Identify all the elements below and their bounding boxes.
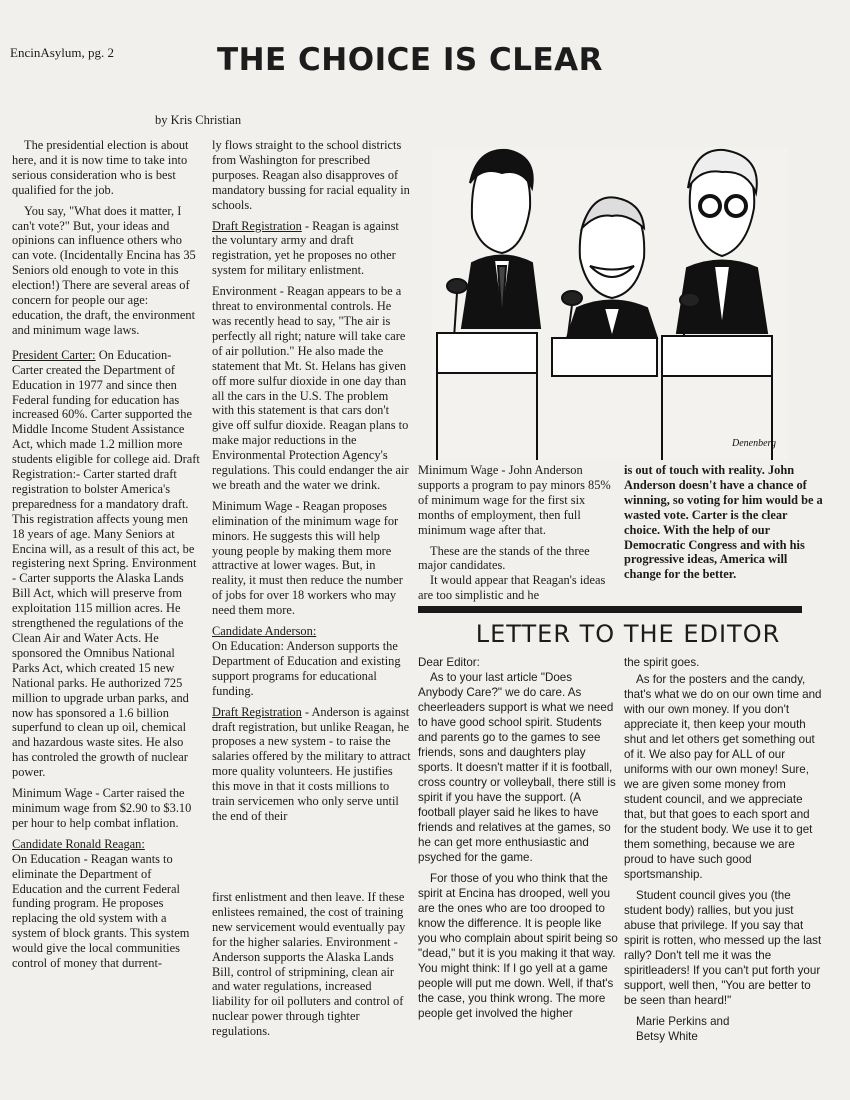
anderson-continued: first enlistment and then leave. If these enlistees remained, the cost of training new servicement would eventually pay for the higher salaries. Environment - Anderson supports the Alaska Lands Bill, control of stripmining, clean air and water regulations, increased liability for oil polluters and control of nuclear power through tighter regulations. [212, 890, 406, 1039]
letter-paragraph: Student council gives you (the student body) rallies, but you just abuse that privilege. If you say that spirit is rotten, who messed up the last rally? Don't tell me it was the spiritleaders! If you can't put forth your support, well then, "You are better to be seen than heard!" [624, 889, 822, 1007]
page-label: EncinAsylum, pg. 2 [10, 45, 114, 60]
anderson-education: On Education: Anderson supports the Department of Education and existing support programs for educational funding. [212, 639, 401, 698]
carter-heading: President Carter: [12, 347, 96, 362]
cartoonist-signature: Denenberg [732, 438, 777, 449]
article-column-2-continued [212, 890, 412, 1045]
letter-column-2 [624, 655, 824, 1050]
anderson-heading: Candidate Anderson: [212, 624, 317, 639]
conclusion-continued: is out of touch with reality. John Anderson doesn't have a chance of winning, so voting for him would be a wasted vote. Carter is the clear choice. With the help of our Democratic Congress and with his progressive ideas, America will change for the better. [624, 463, 823, 582]
carter-wage: Minimum Wage - Carter raised the minimum wage from $2.90 to $3.10 per hour to help combat inflation. [12, 786, 192, 830]
letter-paragraph: As to your last article "Does Anybody Care?" we do care. As cheerleaders support is what we need to have good school spirit. Students and parents go to the games to see friends, sons and daughters play sports. It doesn't matter if it is football, cross country or volleyball, there still is spirit if you have the support. (A football player said he likes to have friends and relatives at the games, so he can get more enthusiastic and psyched for the game. [418, 671, 616, 864]
section-divider [418, 606, 802, 613]
reagan-education: On Education - Reagan wants to eliminate the Department of Education and the current Federal funding program. He proposes replacing the old system with a system of block grants. This system would give the local communities control of money that durrent- [12, 851, 190, 971]
carter-text: On Education- Carter created the Department of Education in 1977 and since then Federal funding for education has increased 60%. Carter supported the Middle Income Student Assistance Act, which made 1.2 million more students eligible for college aid. Draft Registration:- Carter started draft registration to bolster America's preparedness for a mandatory draft. This registration affects young men 18 years of age. Many Seniors at Encina will, as a result of this act, be registering next Spring. Environment - Carter supports the Alaska Lands Bill Act, which will preserve from exploitation 115 million acres. He strengthened the regulations of the Clean Air and Water Acts. He sponsored the Omnibus National Parks Act, which created 15 new National parks. He authorized 725 million to upgrade urban parks, and now has sponsored a 1.6 billion superfund to clean up oil, chemical and hazardous waste sites. He also has controled the growth of nuclear power. [12, 347, 200, 780]
candidates-cartoon [432, 148, 788, 460]
article-paragraph: ly flows straight to the school districts from Washington for prescribed purposes. Reagan also disapproves of mandatory bussing for racial equality in schools. [212, 138, 410, 212]
letter-title: LETTER TO THE EDITOR [475, 620, 781, 648]
reagan-draft [212, 219, 412, 279]
conclusion-paragraph: It would appear that Reagan's ideas are too simplistic and he [418, 573, 606, 603]
article-column-2 [212, 138, 412, 830]
anderson-wage: Minimum Wage - John Anderson supports a program to pay minors 85% of minimum wage for the first six months of employment, then full minimum wage after that. [418, 463, 611, 537]
summary-paragraph: These are the stands of the three major candidates. [418, 543, 590, 573]
letter-salutation: Dear Editor: [418, 656, 480, 669]
article-paragraph: You say, "What does it matter, I can't vote?" But, your ideas and opinions can influence others who can vote. (Incidentally Encina has 35 Seniors old enough to vote in this election!) There are several areas of concern for people our age: education, the draft, the environment and minimum wage laws. [12, 203, 196, 337]
reagan-wage: Minimum Wage - Reagan proposes elimination of the minimum wage for minors. He suggests this will help young people by making them more attractive at lower wages. But, in reality, it must then reduce the number of jobs for over 18 workers who may need them more. [212, 498, 403, 618]
article-column-1 [12, 138, 200, 977]
anderson-draft-text: - Anderson is against draft registration, but unlike Reagan, he proposes a new system - to raise the salaries offered by the military to attract more quality volunteers. He justifies this move in that it costs millions to train servicemen who only serve until the end of their [212, 704, 411, 823]
reagan-heading: Candidate Ronald Reagan: [12, 836, 145, 851]
anderson-draft-heading: Draft Registration [212, 704, 302, 719]
letter-paragraph: As for the posters and the candy, that's what we do on our own time and with our own money. If you don't appreciate it, then keep your mouth shut and let others get something out of it. We also pay for ALL of our uniforms with our own money! Sure, we are given some money from student council, and we appreciate that, but that goes to each sport and for the student body. We use it to get them something, because we are proud to have such good sportsmanship. [624, 673, 822, 881]
letter-signature-2: Betsy White [636, 1030, 698, 1043]
letter-paragraph: For those of you who think that the spirit at Encina has drooped, well you are the ones who are too drooped to know the difference. It is people like you who complain about spirit being so "dead," but it is you making it that way. You might think: If I go yell at a game people will put me down. Well, if that's the case, you think wrong. The more people get involved the higher [418, 872, 618, 1020]
anderson-draft [212, 705, 412, 824]
article-paragraph: The presidential election is about here, and it is now time to take into serious consideration who is best qualified for the job. [12, 138, 189, 197]
reagan-draft-heading: Draft Registration [212, 218, 302, 233]
reagan-draft-text: - Reagan is against the voluntary army and draft registration, yet he proposes no other system for military enlistment. [212, 218, 399, 278]
letter-paragraph: the spirit goes. [624, 656, 700, 669]
article-column-3 [418, 463, 618, 609]
reagan-environment: Environment - Reagan appears to be a threat to environmental controls. He was recently head to say, "The air is perfectly all right; nature will take care of air pollution." He also made the statement that Mt. St. Helans has given off more sulfur dioxide in one day than all the cars in the U.S. The problem with this statement is that cars don't give off sulfur dioxide. Reagan plans to make major reductions in the Environmental Protection Agency's regulations. This could endanger the air we breath and the water we drink. [212, 284, 409, 492]
carter-section [12, 348, 200, 780]
headline: THE CHOICE IS CLEAR [216, 42, 604, 78]
letter-signature-1: Marie Perkins and [636, 1015, 730, 1028]
byline: by Kris Christian [155, 113, 242, 127]
article-column-4 [624, 463, 824, 588]
letter-column-1 [418, 655, 618, 1027]
